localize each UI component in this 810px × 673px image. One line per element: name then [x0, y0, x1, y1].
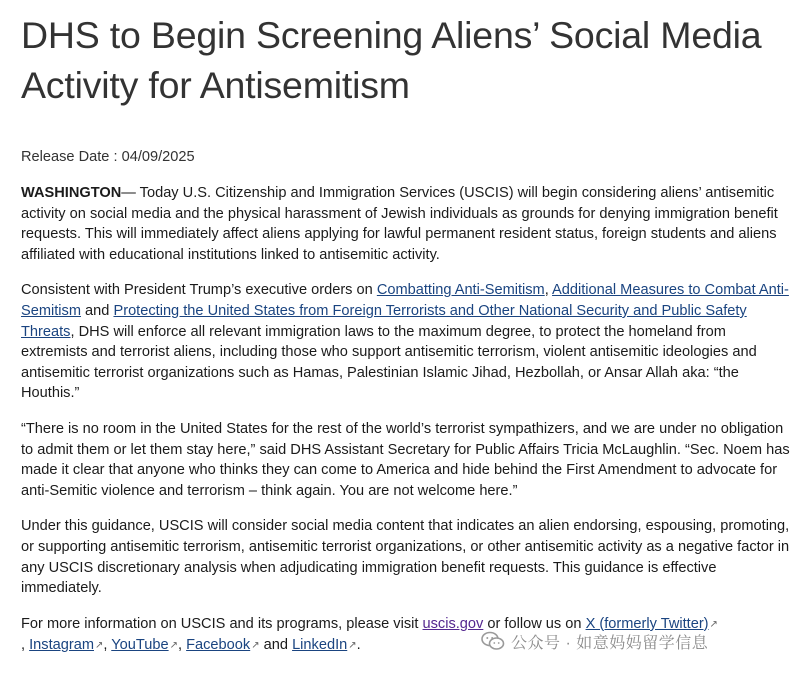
dateline: WASHINGTON	[21, 185, 122, 201]
external-link-icon: ↗	[251, 640, 260, 652]
wechat-icon	[481, 630, 505, 652]
more-info-text: For more information on USCIS and its programs, please visit	[21, 615, 423, 632]
link-x-twitter[interactable]: X (formerly Twitter)	[585, 615, 709, 632]
release-date-label: Release Date :	[21, 149, 118, 165]
watermark-text: 公众号 · 如意妈妈留学信息	[511, 634, 709, 652]
separator: ,	[103, 637, 112, 654]
link-combatting-anti-semitism[interactable]: Combatting Anti-Semitism	[376, 282, 545, 299]
link-instagram[interactable]: Instagram	[29, 637, 94, 654]
external-link-icon: ↗	[348, 640, 357, 652]
follow-text: or follow us on	[483, 615, 586, 632]
separator: ,	[21, 637, 30, 654]
page-title: DHS to Begin Screening Aliens’ Social Media Activity for Antisemitism	[21, 14, 762, 106]
paragraph-intro	[21, 183, 796, 265]
link-uscis-gov[interactable]: uscis.gov	[422, 615, 484, 632]
eo-intro-text: Consistent with President Trump’s executive orders on	[21, 282, 377, 299]
release-date	[21, 147, 796, 167]
paragraph-executive-orders	[21, 280, 796, 404]
intro-text: — Today U.S. Citizenship and Immigration Services (USCIS) will begin considering aliens’ antisemitic activity on social media and the physical harassment of Jewish individuals as grounds for denying immigration benefit requests. This will immediately affect aliens applying for lawful permanent resident status, foreign students and aliens affiliated with educational institutions linked to antisemitic activity.	[21, 185, 778, 263]
paragraph-guidance: Under this guidance, USCIS will consider social media content that indicates an alien endorsing, espousing, promoting, or supporting antisemitic terrorism, antisemitic terrorist organizations, or other antisemitic activity as a negative factor in any USCIS discretionary analysis when adjudicating immigration benefit requests. This guidance is effective immediately.	[21, 518, 790, 597]
period: .	[356, 637, 361, 654]
watermark	[481, 628, 708, 654]
separator: ,	[178, 637, 187, 654]
press-release	[21, 10, 796, 657]
external-link-icon: ↗	[169, 640, 178, 652]
link-youtube[interactable]: YouTube	[111, 637, 169, 654]
link-protecting-united-states[interactable]: Protecting the United States from Foreign Terrorists and Other National Security and Public Safety Threats	[21, 302, 747, 340]
release-date-value: 04/09/2025	[121, 149, 195, 165]
external-link-icon: ↗	[709, 618, 718, 630]
external-link-icon: ↗	[95, 640, 104, 652]
paragraph-quote: “There is no room in the United States for the rest of the world’s terrorist sympathizers, and we are under no obligation to admit them or let them stay here,” said DHS Assistant Secretary for Public Affairs Tricia McLaughlin. “Sec. Noem has made it clear that anyone who thinks they can come to America and hide behind the First Amendment to advocate for anti-Semitic violence and terrorism – think again. You are not welcome here.”	[21, 420, 790, 499]
separator: and	[259, 637, 293, 654]
link-linkedin[interactable]: LinkedIn	[292, 637, 348, 654]
eo-body-text: , DHS will enforce all relevant immigration laws to the maximum degree, to protect the homeland from extremists and terrorist aliens, including those who support antisemitic terrorism, violent antisemitic ideologies and antisemitic terrorist organizations such as Hamas, Palestinian Islamic Jihad, Hezbollah, or Ansar Allah aka: “the Houthis.”	[21, 323, 757, 402]
link-additional-measures[interactable]: Additional Measures to Combat Anti-Semitism	[21, 282, 789, 319]
separator: and	[81, 302, 114, 319]
link-facebook[interactable]: Facebook	[186, 637, 251, 654]
separator: ,	[544, 282, 553, 299]
